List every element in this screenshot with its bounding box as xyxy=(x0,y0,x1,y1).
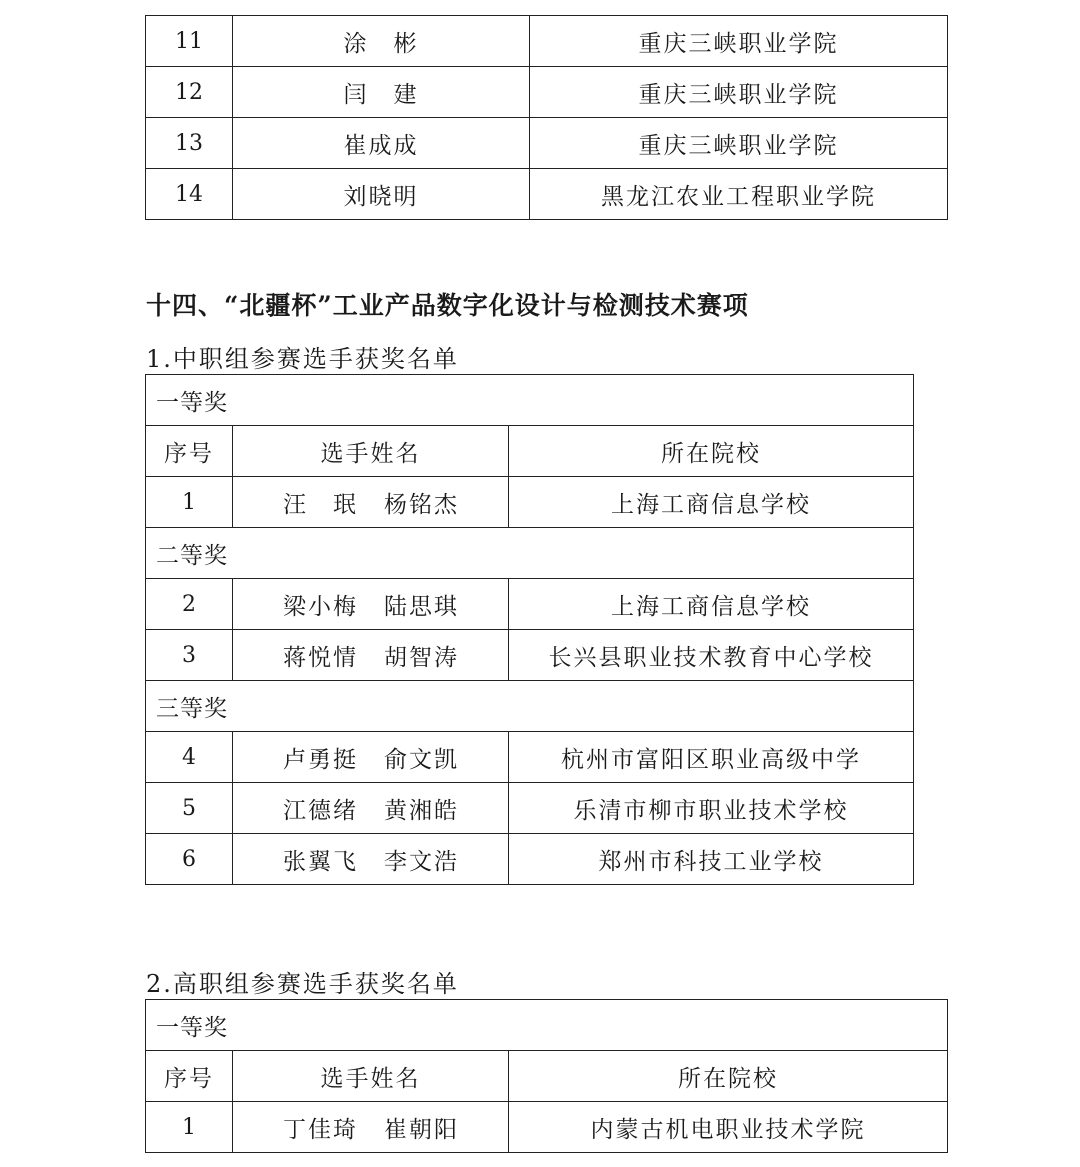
row-number: 3 xyxy=(146,630,233,681)
row-number: 1 xyxy=(146,1102,233,1153)
group1-title: 1.中职组参赛选手获奖名单 xyxy=(146,345,459,373)
prize-row xyxy=(146,375,914,426)
prize-row xyxy=(146,528,914,579)
first-prize-label: 一等奖 xyxy=(146,375,914,426)
table-row xyxy=(146,732,914,783)
contestant-name: 丁佳琦 xyxy=(283,1116,358,1143)
contestant-name: 闫 建 xyxy=(233,67,530,118)
second-prize-label: 二等奖 xyxy=(146,528,914,579)
row-number: 11 xyxy=(146,16,233,67)
contestant-names xyxy=(233,579,509,630)
group1-award-table xyxy=(145,374,914,885)
header-row xyxy=(146,426,914,477)
table-row xyxy=(146,579,914,630)
table-row xyxy=(146,1102,948,1153)
row-number: 13 xyxy=(146,118,233,169)
header-name: 选手姓名 xyxy=(233,426,509,477)
school-name: 重庆三峡职业学院 xyxy=(530,67,948,118)
school-name: 黑龙江农业工程职业学院 xyxy=(530,169,948,220)
first-prize-label: 一等奖 xyxy=(146,1000,948,1051)
contestant-name: 俞文凯 xyxy=(384,746,459,773)
table-row xyxy=(146,834,914,885)
school-name: 重庆三峡职业学院 xyxy=(530,118,948,169)
school-name: 长兴县职业技术教育中心学校 xyxy=(509,630,914,681)
school-name: 乐清市柳市职业技术学校 xyxy=(509,783,914,834)
table-row xyxy=(146,169,948,220)
contestant-names xyxy=(233,1102,509,1153)
contestant-name: 胡智涛 xyxy=(384,644,459,671)
top-award-table xyxy=(145,15,948,220)
header-school: 所在院校 xyxy=(509,426,914,477)
contestant-name: 黄湘皓 xyxy=(384,797,459,824)
school-name: 内蒙古机电职业技术学院 xyxy=(509,1102,948,1153)
row-number: 5 xyxy=(146,783,233,834)
contestant-name: 汪 珉 xyxy=(283,491,358,518)
contestant-name: 杨铭杰 xyxy=(384,491,459,518)
group2-award-table xyxy=(145,999,948,1153)
contestant-name: 卢勇挺 xyxy=(283,746,358,773)
school-name: 杭州市富阳区职业高级中学 xyxy=(509,732,914,783)
school-name: 上海工商信息学校 xyxy=(509,477,914,528)
contestant-name: 李文浩 xyxy=(384,848,459,875)
school-name: 重庆三峡职业学院 xyxy=(530,16,948,67)
contestant-name: 张翼飞 xyxy=(283,848,358,875)
table-row xyxy=(146,67,948,118)
contestant-names xyxy=(233,783,509,834)
header-name: 选手姓名 xyxy=(233,1051,509,1102)
school-name: 郑州市科技工业学校 xyxy=(509,834,914,885)
prize-row xyxy=(146,681,914,732)
table-row xyxy=(146,783,914,834)
table-row xyxy=(146,630,914,681)
contestant-name: 江德绪 xyxy=(283,797,358,824)
contestant-name: 梁小梅 xyxy=(283,593,358,620)
table-row xyxy=(146,16,948,67)
contestant-name: 陆思琪 xyxy=(384,593,459,620)
header-school: 所在院校 xyxy=(509,1051,948,1102)
contestant-name: 涂 彬 xyxy=(233,16,530,67)
table-row xyxy=(146,477,914,528)
table-row xyxy=(146,118,948,169)
contestant-names xyxy=(233,834,509,885)
row-number: 6 xyxy=(146,834,233,885)
contestant-name: 刘晓明 xyxy=(233,169,530,220)
school-name: 上海工商信息学校 xyxy=(509,579,914,630)
contestant-name: 崔朝阳 xyxy=(384,1116,459,1143)
contestant-name: 蒋悦情 xyxy=(283,644,358,671)
header-number: 序号 xyxy=(146,426,233,477)
contestant-names xyxy=(233,477,509,528)
row-number: 4 xyxy=(146,732,233,783)
section-heading: 十四、“北疆杯”工业产品数字化设计与检测技术赛项 xyxy=(146,291,749,320)
prize-row xyxy=(146,1000,948,1051)
row-number: 2 xyxy=(146,579,233,630)
header-number: 序号 xyxy=(146,1051,233,1102)
row-number: 12 xyxy=(146,67,233,118)
row-number: 14 xyxy=(146,169,233,220)
contestant-name: 崔成成 xyxy=(233,118,530,169)
row-number: 1 xyxy=(146,477,233,528)
contestant-names xyxy=(233,630,509,681)
header-row xyxy=(146,1051,948,1102)
contestant-names xyxy=(233,732,509,783)
group2-title: 2.高职组参赛选手获奖名单 xyxy=(146,970,459,998)
third-prize-label: 三等奖 xyxy=(146,681,914,732)
